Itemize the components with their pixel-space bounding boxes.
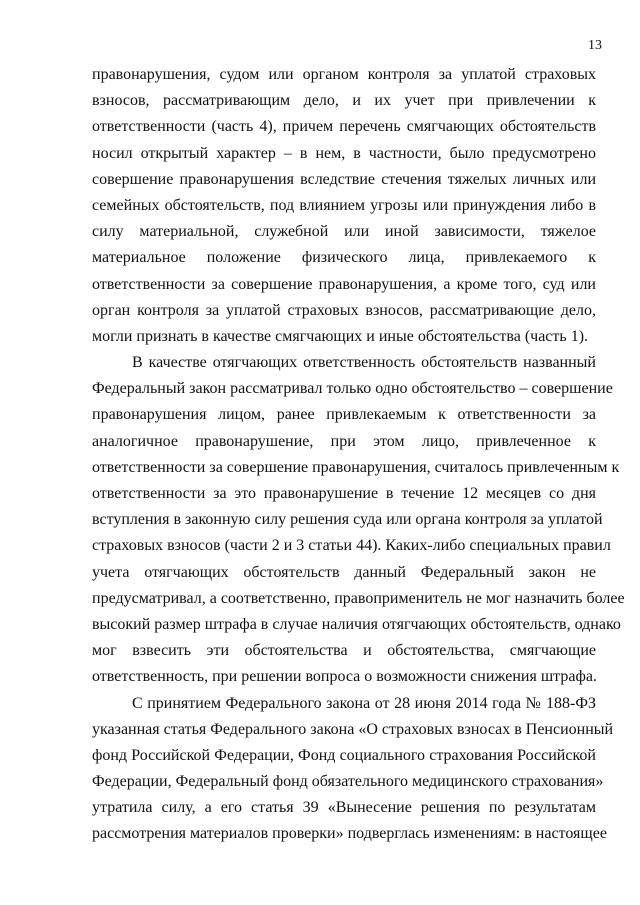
text-line: ответственности за это правонарушение в течение 12 месяцев со дня (92, 485, 596, 502)
text-line: рассмотрения материалов проверки» подверглась изменениям: в настоящее (92, 825, 607, 843)
text-line: совершение правонарушения вследствие стечения тяжелых личных или (92, 170, 596, 188)
text-line: ответственность, при решении вопроса о возможности снижения штрафа. (92, 668, 597, 686)
text-line: взносов, рассматривающим дело, и их учет при привлечении к (92, 92, 596, 110)
text-line: правонарушения, судом или органом контроля за уплатой страховых (92, 66, 596, 83)
text-line: учета отягчающих обстоятельств данный Федеральный закон не (92, 563, 596, 581)
text-line: Федеральный закон рассматривал только одно обстоятельство – совершение (92, 380, 613, 398)
text-line: страховых взносов (части 2 и 3 статьи 44). Каких-либо специальных правил (92, 537, 611, 555)
text-line: С принятием Федерального закона от 28 июня 2014 года № 188-ФЗ (132, 694, 596, 712)
text-line: семейных обстоятельств, под влиянием угрозы или принуждения либо в (92, 196, 596, 214)
text-line: указанная статья Федерального закона «О страховых взносах в Пенсионный (92, 720, 614, 738)
text-line: фонд Российской Федерации, Фонд социального страхования Российской (92, 746, 596, 764)
text-line: высокий размер штрафа в случае наличия отягчающих обстоятельств, однако (92, 615, 621, 633)
body-text (92, 62, 625, 848)
text-line: утратила силу, а его статья 39 «Вынесение решения по результатам (92, 799, 596, 817)
text-line: могли признать в качестве смягчающих и иные обстоятельства (часть 1). (92, 327, 589, 345)
text-line: вступления в законную силу решения суда или органа контроля за уплатой (92, 511, 603, 529)
text-line: материальное положение физического лица, привлекаемого к (92, 249, 596, 267)
text-line: Федерации, Федеральный фонд обязательного медицинского страхования» (92, 773, 604, 791)
text-line: силу материальной, служебной или иной зависимости, тяжелое (92, 223, 596, 241)
text-line: предусматривал, а соответственно, правоприменитель не мог назначить более (92, 589, 625, 607)
text-line: ответственности (часть 4), причем перечень смягчающих обстоятельств (92, 118, 596, 136)
text-line: правонарушения лицом, ранее привлекаемым к ответственности за (92, 406, 596, 424)
page-number: 13 (588, 38, 602, 53)
text-line: В качестве отягчающих ответственность обстоятельств названный (132, 354, 596, 372)
text-line: носил открытый характер – в нем, в частности, было предусмотрено (92, 144, 596, 162)
text-line: орган контроля за уплатой страховых взносов, рассматривающие дело, (92, 301, 596, 319)
text-line: мог взвесить эти обстоятельства и обстоятельства, смягчающие (92, 642, 596, 660)
text-line: ответственности за совершение правонарушения, а кроме того, суд или (92, 275, 596, 293)
text-line: ответственности за совершение правонарушения, считалось привлеченным к (92, 458, 620, 476)
text-line: аналогичное правонарушение, при этом лицо, привлеченное к (92, 432, 596, 450)
